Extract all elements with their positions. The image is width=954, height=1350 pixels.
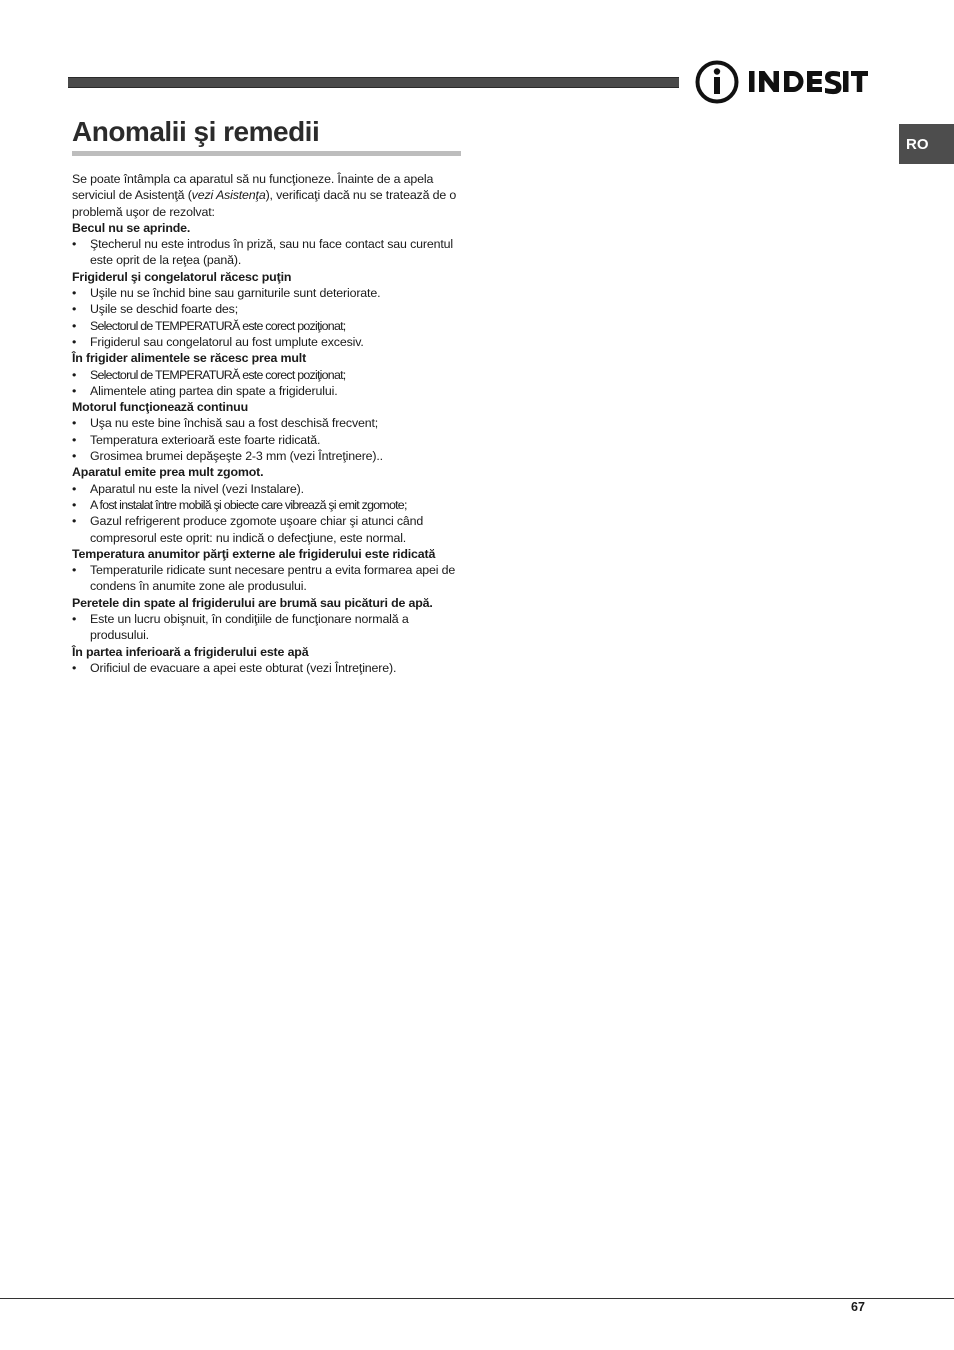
header-bar [68,77,679,88]
list-item: • Aparatul nu este la nivel (vezi Instalare). [72,481,462,497]
list-item: • Uşa nu este bine închisă sau a fost deschisă frecvent; [72,415,462,431]
list-item: • A fost instalat între mobilă şi obiecte care vibrează şi emit zgomote; [72,497,462,513]
troubleshooting-content [72,171,462,676]
list-item: • Selectorul de TEMPERATURĂ este corect poziţionat; [72,318,462,334]
section-heading: Aparatul emite prea mult zgomot. [72,465,264,480]
section-heading: Frigiderul şi congelatorul răcesc puţin [72,269,292,284]
section-heading: Peretele din spate al frigiderului are brumă sau picături de apă. [72,595,433,610]
title-underline [72,151,461,156]
list-item: • Temperatura exterioară este foarte ridicată. [72,432,462,448]
section-list [72,236,462,269]
section-list [72,481,462,546]
page-title: Anomalii şi remedii [72,116,320,147]
section-list [72,611,462,644]
page-number: 67 [851,1300,865,1314]
list-item: • Uşile se deschid foarte des; [72,301,462,317]
section-list [72,367,462,400]
list-item: • Temperaturile ridicate sunt necesare pentru a evita formarea apei de condens în anumite zone ale produsului. [72,562,462,595]
section-heading: Temperatura anumitor părţi externe ale frigiderului este ridicată [72,546,436,561]
section-list [72,415,462,464]
section-list [72,562,462,595]
section-list [72,285,462,350]
list-item: • Selectorul de TEMPERATURĂ este corect poziţionat; [72,367,462,383]
section-list [72,660,462,676]
list-item: • Orificiul de evacuare a apei este obturat (vezi Întreţinere). [72,660,462,676]
section-heading: În frigider alimentele se răcesc prea mult [72,351,307,366]
intro-paragraph: Se poate întâmpla ca aparatul să nu funcţioneze. Înainte de a apela serviciul de Asistenţă (vezi Asistenţa), verificaţi dacă nu se tratează de o problemă uşor de rezolvat: [72,172,457,219]
assistance-reference: vezi Asistenţa [191,188,266,203]
list-item: • Este un lucru obişnuit, în condiţiile de funcţionare normală a produsului. [72,611,462,644]
language-tab: RO [899,124,954,164]
list-item: • Alimentele ating partea din spate a frigiderului. [72,383,462,399]
list-item: • Uşile nu se închid bine sau garniturile sunt deteriorate. [72,285,462,301]
list-item: • Grosimea brumei depăşeşte 2-3 mm (vezi Întreţinere).. [72,448,462,464]
section-heading: Motorul funcţionează continuu [72,400,248,415]
list-item: • Frigiderul sau congelatorul au fost umplute excesiv. [72,334,462,350]
list-item: • Gazul refrigerent produce zgomote uşoare chiar şi atunci când compresorul este oprit: nu indică o defecţiune, este normal. [72,513,462,546]
section-heading: În partea inferioară a frigiderului este apă [72,644,309,659]
list-item: • Ştecherul nu este introdus în priză, sau nu face contact sau curentul este oprit de la reţea (pană). [72,236,462,269]
indesit-logo [694,59,868,105]
footer-rule [0,1298,954,1299]
section-heading: Becul nu se aprinde. [72,220,191,235]
